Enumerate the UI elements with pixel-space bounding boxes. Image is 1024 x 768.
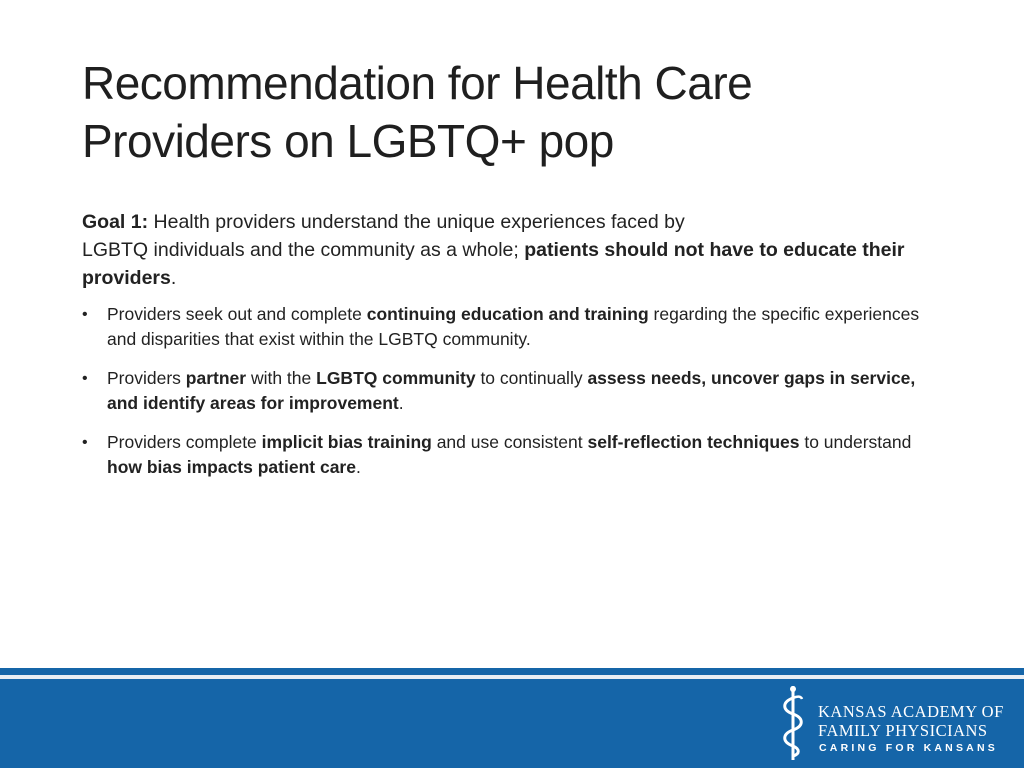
bullet-item <box>82 366 942 416</box>
goal-text-a: Health providers understand the unique experiences faced by <box>148 211 685 233</box>
bullet-text: and use consistent <box>431 432 588 452</box>
goal-end: . <box>170 267 177 289</box>
bullet-text: Providers complete <box>107 432 262 452</box>
recommendation-list <box>82 302 942 480</box>
caduceus-icon <box>778 684 808 762</box>
logo-line-1: KANSAS ACADEMY OF <box>818 702 1004 721</box>
slide-body <box>82 208 942 494</box>
bullet-emphasis: LGBTQ community <box>316 368 476 388</box>
logo-line-2: FAMILY PHYSICIANS <box>818 721 988 740</box>
slide-title <box>82 54 962 170</box>
bullet-emphasis: assess needs, uncover gaps in service, and identify areas for improvement <box>107 368 916 413</box>
bullet-emphasis: implicit bias training <box>261 432 432 452</box>
goal-label: Goal 1: <box>82 211 149 233</box>
bullet-item <box>82 302 942 352</box>
bullet-marker: • <box>82 306 88 323</box>
bullet-text: to understand <box>799 432 912 452</box>
bullet-emphasis: partner <box>185 368 247 388</box>
bullet-item <box>82 430 942 480</box>
kafp-logo <box>772 684 1002 762</box>
bullet-marker: • <box>82 370 88 387</box>
footer-stripe-top <box>0 668 1024 675</box>
bullet-text: Providers seek out and complete <box>107 304 367 324</box>
bullet-emphasis: self-reflection techniques <box>587 432 800 452</box>
bullet-text: with the <box>246 368 317 388</box>
bullet-emphasis: how bias impacts patient care <box>107 457 356 477</box>
goal-emphasis: patients should not have to educate their providers <box>82 239 905 289</box>
bullet-text: regarding the specific experiences and disparities that exist within the LGBTQ community. <box>107 304 920 349</box>
goal-statement <box>82 208 942 292</box>
bullet-text: . <box>398 393 404 413</box>
slide-title-line-1: Recommendation for Health Care <box>82 57 753 109</box>
logo-tagline: CARING FOR KANSANS <box>819 742 998 754</box>
bullet-text: Providers <box>107 368 186 388</box>
slide-title-line-2: Providers on LGBTQ+ pop <box>82 115 614 167</box>
bullet-text: . <box>355 457 361 477</box>
bullet-text: to continually <box>475 368 588 388</box>
goal-text-b: LGBTQ individuals and the community as a whole; <box>82 239 525 261</box>
bullet-emphasis: continuing education and training <box>366 304 649 324</box>
bullet-marker: • <box>82 434 88 451</box>
